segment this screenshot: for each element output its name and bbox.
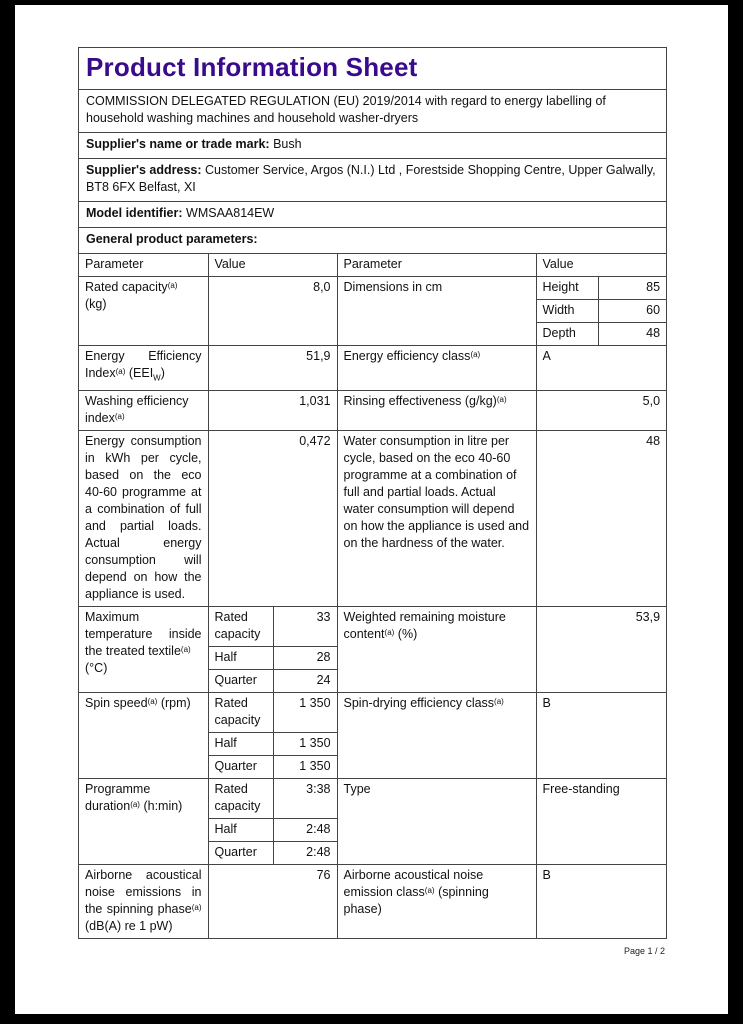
prog-rated-label: Rated capacity [208,778,273,818]
temp-rated-value: 33 [273,606,337,646]
noise-class-value: B [536,864,666,938]
programme-duration-label: Programme duration$^{(a)}$ (h:min) [79,778,208,864]
regulation-text: COMMISSION DELEGATED REGULATION (EU) 2019/2014 with regard to energy labelling of household washing machines and household washer-dryers [79,89,666,132]
energy-consumption-value: 0,472 [208,430,337,606]
depth-label: Depth [536,323,598,346]
prog-half-value: 2:48 [273,818,337,841]
type-label: Type [337,778,536,864]
table-row [79,864,666,938]
dimensions-label: Dimensions in cm [337,277,536,346]
header-parameter-2: Parameter [337,254,536,277]
header-value: Value [208,254,337,277]
model-row [79,201,666,227]
document-page [15,5,728,1014]
general-parameters-label: General product parameters: [86,232,258,246]
supplier-name-label: Supplier's name or trade mark: [86,137,270,151]
supplier-name-row [79,132,666,158]
model-label: Model identifier: [86,206,183,220]
rinse-value: 5,0 [536,390,666,430]
eec-label: Energy efficiency class$^{(a)}$ [337,346,536,391]
max-temperature-label: Maximum temperature inside the treated textile$^{(a)}$ (°C) [79,606,208,692]
page-title: Product Information Sheet [86,52,418,82]
spin-class-label: Spin-drying efficiency class$^{(a)}$ [337,692,536,778]
parameters-table [79,254,666,938]
table-header-row [79,254,666,277]
temp-quarter-value: 24 [273,669,337,692]
water-consumption-label: Water consumption in litre per cycle, based on the eco 40-60 programme at a combination of full and partial loads. Actual water consumption will depend on how the appliance is used and on the hardness of the water. [337,430,536,606]
page-number: Page 1 / 2 [623,946,665,956]
header-value-2: Value [536,254,666,277]
wei-value: 1,031 [208,390,337,430]
rinse-label: Rinsing effectiveness $(g/kg)^{(a)}$ [337,390,536,430]
table-row [79,606,666,646]
spin-half-label: Half [208,732,273,755]
supplier-address-row [79,158,666,201]
table-row [79,277,666,300]
prog-quarter-value: 2:48 [273,841,337,864]
height-label: Height [536,277,598,300]
width-label: Width [536,300,598,323]
type-value: Free-standing [536,778,666,864]
supplier-name: Bush [273,137,302,151]
spin-rated-value: 1 350 [273,692,337,732]
temp-half-value: 28 [273,646,337,669]
noise-class-label: Airborne acoustical noise emission class$^{(a)}$ (spinning phase) [337,864,536,938]
rated-capacity-value: 8,0 [208,277,337,346]
prog-quarter-label: Quarter [208,841,273,864]
product-information-sheet [78,47,667,939]
noise-emissions-value: 76 [208,864,337,938]
table-row [79,430,666,606]
temp-quarter-label: Quarter [208,669,273,692]
table-row [79,390,666,430]
width-value: 60 [598,300,666,323]
depth-value: 48 [598,323,666,346]
spin-class-value: B [536,692,666,778]
header-parameter: Parameter [79,254,208,277]
water-consumption-value: 48 [536,430,666,606]
temp-rated-label: Rated capacity [208,606,273,646]
temp-half-label: Half [208,646,273,669]
model-identifier: WMSAA814EW [186,206,275,220]
eec-value: A [536,346,666,391]
table-row [79,778,666,818]
eei-label: Energy Efficiency Index$^{(a)}$ $(EEI_W)$ [79,346,208,391]
spin-rated-label: Rated capacity [208,692,273,732]
parameters-table-wrap [79,253,666,938]
supplier-address-label: Supplier's address: [86,163,202,177]
energy-consumption-label: Energy consumption in kWh per cycle, based on the eco 40-60 programme at a combination of full and partial loads. Actual energy consumption will depend on how the appliance is used. [79,430,208,606]
spin-speed-label: Spin speed$^{(a)}$ (rpm) [79,692,208,778]
noise-emissions-label: Airborne acoustical noise emissions in the spinning phase$^{(a)}$ (dB(A) re 1 pW) [79,864,208,938]
height-value: 85 [598,277,666,300]
prog-rated-value: 3:38 [273,778,337,818]
moisture-value: 53,9 [536,606,666,692]
wei-label: Washing efficiency index$^{(a)}$ [79,390,208,430]
table-row [79,692,666,732]
prog-half-label: Half [208,818,273,841]
table-row [79,346,666,391]
general-parameters-row [79,227,666,253]
rated-capacity-label: Rated capacity$^{(a)}$ (kg) [79,277,208,346]
spin-quarter-value: 1 350 [273,755,337,778]
eei-value: 51,9 [208,346,337,391]
supplier-address: Customer Service, Argos (N.I.) Ltd , Forestside Shopping Centre, Upper Galwally, BT8 6FX Belfast, XI [86,163,656,194]
spin-half-value: 1 350 [273,732,337,755]
moisture-label: Weighted remaining moisture content$^{(a)}$ (%) [337,606,536,692]
spin-quarter-label: Quarter [208,755,273,778]
